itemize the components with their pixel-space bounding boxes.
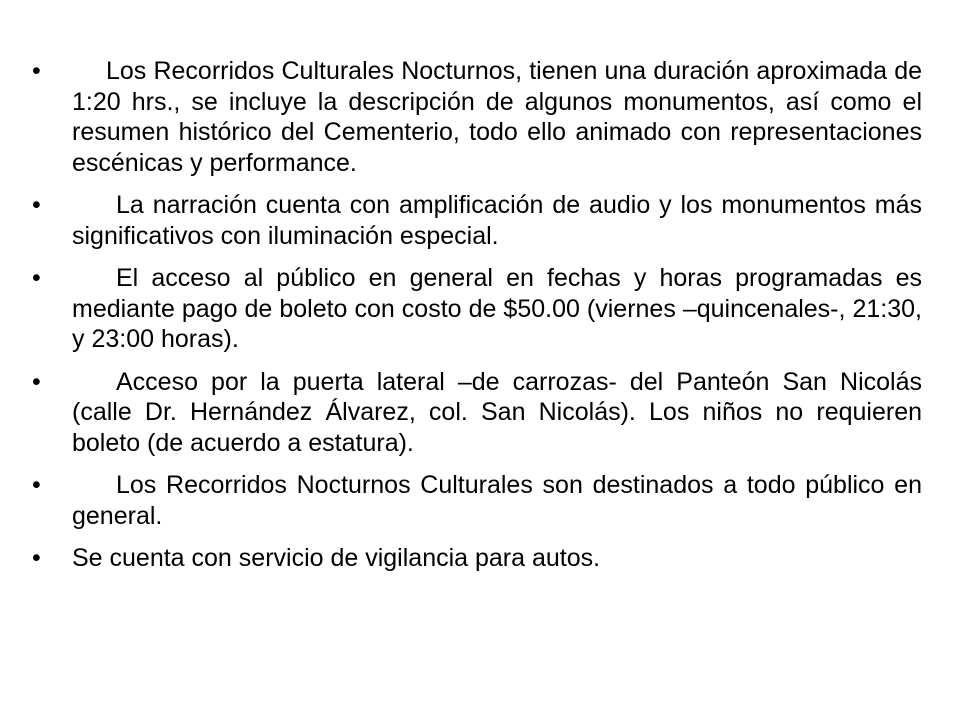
bullet-text xyxy=(72,190,922,251)
bullet-text-content: Los Recorridos Culturales Nocturnos, tienen una duración aproximada de 1:20 hrs., se incluye la descripción de algunos monumentos, así como el resumen histórico del Cementerio, todo ello animado con representaciones escénicas y performance. xyxy=(72,57,922,177)
bullet-item-duration xyxy=(32,56,922,178)
bullet-item-access-price xyxy=(32,263,922,355)
bullet-icon: • xyxy=(32,57,41,85)
bullet-icon: • xyxy=(32,191,41,219)
bullet-text xyxy=(72,56,922,178)
bullet-text-content: Se cuenta con servicio de vigilancia para autos. xyxy=(72,544,601,572)
bullet-item-security xyxy=(32,543,922,574)
bullet-text xyxy=(72,367,922,459)
bullet-icon: • xyxy=(32,367,41,396)
bullet-item-audio xyxy=(32,190,922,251)
bullet-text-content: Acceso por la puerta lateral –de carrozas- del Panteón San Nicolás (calle Dr. Hernández Álvarez, col. San Nicolás). Los niños no requieren boleto (de acuerdo a estatura). xyxy=(72,367,922,457)
bullet-list xyxy=(32,56,922,586)
bullet-text-content: La narración cuenta con amplificación de audio y los monumentos más significativos con iluminación especial. xyxy=(72,191,922,250)
bullet-text xyxy=(72,470,922,531)
bullet-text xyxy=(72,263,922,355)
bullet-item-entrance xyxy=(32,367,922,459)
bullet-item-audience xyxy=(32,470,922,531)
bullet-text xyxy=(72,543,922,574)
bullet-icon: • xyxy=(32,264,41,292)
bullet-icon: • xyxy=(32,544,41,572)
bullet-text-content: Los Recorridos Nocturnos Culturales son destinados a todo público en general. xyxy=(72,471,922,530)
bullet-icon: • xyxy=(32,471,41,499)
bullet-text-content: El acceso al público en general en fechas y horas programadas es mediante pago de boleto con costo de $50.00 (viernes –quincenales-, 21:30, y 23:00 horas). xyxy=(72,264,922,353)
